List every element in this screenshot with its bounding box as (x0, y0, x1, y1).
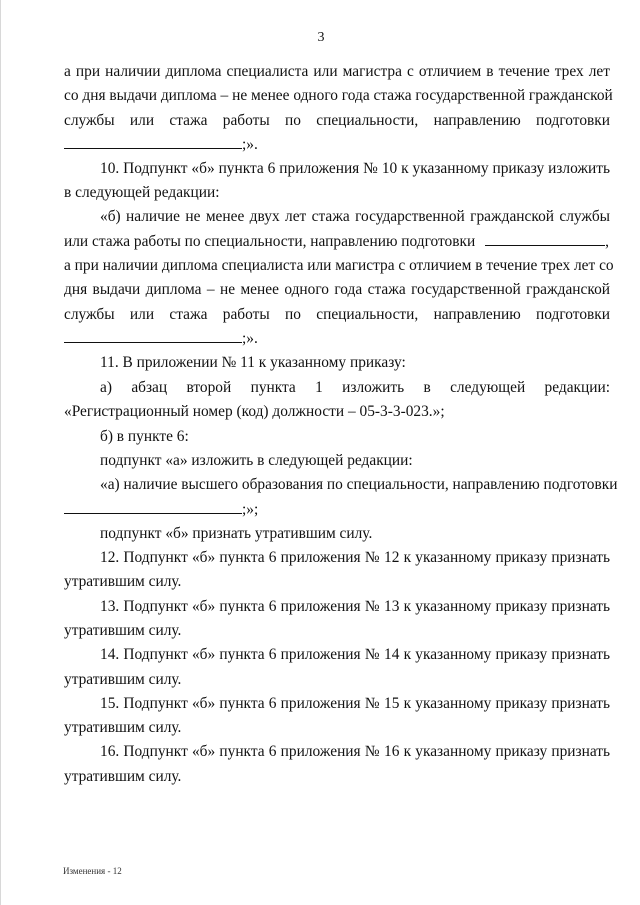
text-line: дня выдачи диплома – не менее одного года стажа государственной гражданской (64, 281, 610, 298)
fill-in-blank (64, 329, 242, 343)
text-line: утратившим силу. (64, 622, 182, 639)
text-line: 12. Подпункт «б» пункта 6 приложения № 12 к указанному приказу признать (100, 549, 610, 566)
text-line: со дня выдачи диплома – не менее одного года стажа государственной гражданской (64, 87, 613, 104)
text-line: утратившим силу. (64, 768, 182, 785)
text-line: а при наличии диплома специалиста или магистра с отличием в течение трех лет со (64, 257, 614, 274)
text-line: в следующей редакции: (64, 184, 220, 201)
text-line-blank (64, 329, 610, 349)
text-line: 14. Подпункт «б» пункта 6 приложения № 14 к указанному приказу признать (100, 646, 610, 663)
text-line: «б) наличие не менее двух лет стажа государственной гражданской службы (100, 208, 610, 225)
text-line-blank (64, 135, 610, 155)
text-line: службы или стажа работы по специальности, направлению подготовки (64, 112, 610, 129)
fill-in-blank (64, 135, 242, 149)
text-line-blank (64, 500, 610, 520)
text-line: а при наличии диплома специалиста или магистра с отличием в течение трех лет (64, 63, 610, 80)
line-end-text: ;». (242, 136, 258, 153)
text-line: подпункт «б» признать утратившим силу. (100, 525, 373, 542)
text-line-blank (64, 232, 610, 252)
text-line: подпункт «а» изложить в следующей редакции: (100, 452, 413, 469)
line-end-text: ;». (242, 330, 258, 347)
text-line: «а) наличие высшего образования по специальности, направлению подготовки (100, 476, 618, 493)
text-line: 15. Подпункт «б» пункта 6 приложения № 15 к указанному приказу признать (100, 695, 610, 712)
footer-note: Изменения - 12 (63, 866, 122, 876)
text-line: б) в пункте 6: (100, 428, 189, 445)
text-line: утратившим силу. (64, 671, 182, 688)
fill-in-blank (64, 500, 242, 514)
page-number: 3 (317, 30, 325, 45)
text-line: 11. В приложении № 11 к указанному приказу: (100, 354, 406, 371)
line-text: или стажа работы по специальности, направлению подготовки (64, 233, 476, 250)
text-line: 16. Подпункт «б» пункта 6 приложения № 16 к указанному приказу признать (100, 743, 610, 760)
text-line: утратившим силу. (64, 573, 182, 590)
text-line: службы или стажа работы по специальности, направлению подготовки (64, 306, 610, 323)
text-line: 10. Подпункт «б» пункта 6 приложения № 10 к указанному приказу изложить (100, 160, 610, 177)
text-line: утратившим силу. (64, 719, 182, 736)
fill-in-blank (485, 232, 605, 246)
text-line: 13. Подпункт «б» пункта 6 приложения № 13 к указанному приказу признать (100, 598, 610, 615)
line-end-text: , (605, 233, 609, 250)
line-end-text: ;»; (242, 501, 259, 518)
text-line: а) абзац второй пункта 1 изложить в следующей редакции: (100, 379, 610, 396)
text-line: «Регистрационный номер (код) должности – 05-3-3-023.»; (64, 403, 445, 420)
